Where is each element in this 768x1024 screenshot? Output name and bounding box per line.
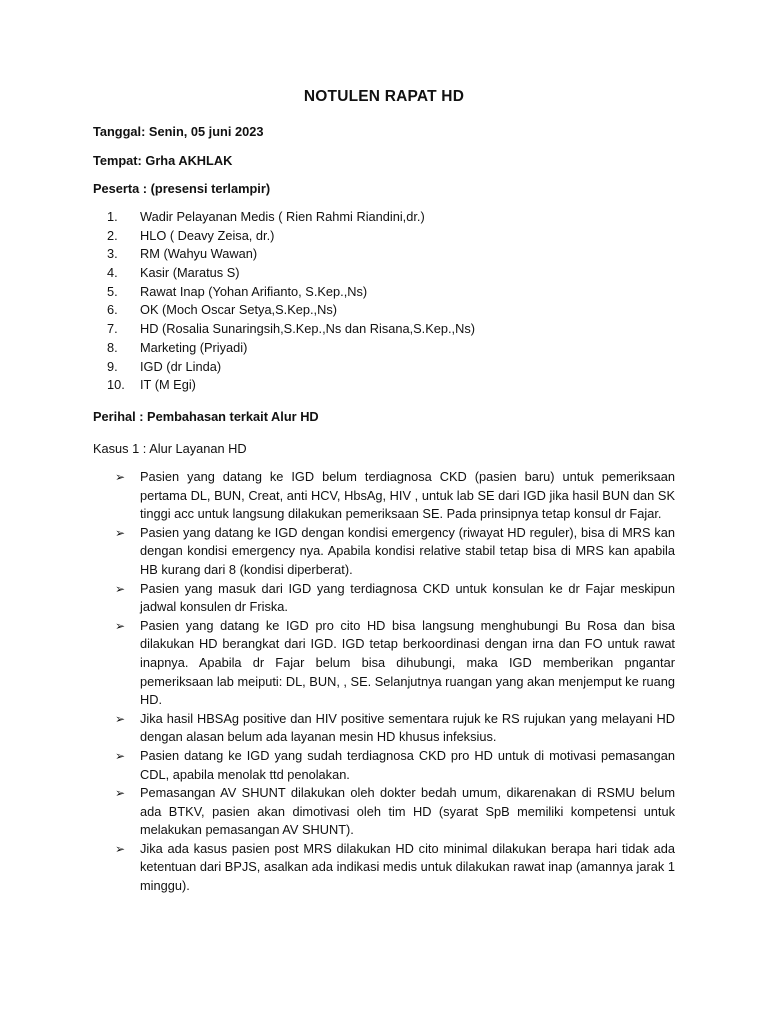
case-bullet-item [115, 617, 675, 710]
case-bullet-item [115, 468, 675, 524]
case-bullet-text: Jika ada kasus pasien post MRS dilakukan HD cito minimal dilakukan berapa hari tidak ada ketentuan dari BPJS, asalkan ada indikasi medis untuk dilakukan rawat inap (amannya jarak 1 minggu). [140, 840, 675, 894]
participant-item [107, 227, 475, 246]
participant-number: 8. [107, 339, 118, 355]
case-bullet-item [115, 840, 675, 896]
case-bullet-item [115, 524, 675, 580]
document-title: NOTULEN RAPAT HD [303, 88, 465, 105]
participants-heading: Peserta : (presensi terlampir) [93, 181, 271, 196]
arrow-bullet-icon: ➢ [115, 525, 126, 540]
case-bullet-item [115, 710, 675, 747]
participant-text: RM (Wahyu Wawan) [140, 246, 258, 262]
participant-number: 10. [107, 377, 125, 393]
case-bullet-text: Pemasangan AV SHUNT dilakukan oleh dokter bedah umum, dikarenakan di RSMU belum ada BTKV, pasien akan dimotivasi oleh tim HD (syarat SpB memiliki kompetensi untuk melakukan pemasangan AV SHUNT). [140, 785, 675, 838]
case-bullet-item [115, 747, 675, 784]
participant-item [107, 264, 475, 283]
participant-item [107, 245, 475, 264]
arrow-bullet-icon: ➢ [115, 581, 126, 596]
participant-text: Rawat Inap (Yohan Arifianto, S.Kep.,Ns) [140, 283, 368, 299]
participant-text: HLO ( Deavy Zeisa, dr.) [140, 227, 275, 243]
participant-number: 5. [107, 283, 118, 299]
case-bullet-text: Pasien yang datang ke IGD dengan kondisi emergency (riwayat HD reguler), bisa di MRS kan dengan kondisi emergency nya. Apabila kondisi relative stabil tetap bisa di MRS kan apabila HB kurang dari 8 (kondisi diperberat). [140, 524, 675, 577]
participant-text: OK (Moch Oscar Setya,S.Kep.,Ns) [140, 302, 337, 318]
case-heading: Kasus 1 : Alur Layanan HD [93, 441, 247, 456]
participant-item [107, 358, 475, 377]
case-bullet-item [115, 784, 675, 840]
participant-number: 2. [107, 227, 118, 243]
participant-item [107, 301, 475, 320]
case-bullet-list [115, 468, 675, 896]
arrow-bullet-icon: ➢ [115, 618, 126, 633]
participant-text: Kasir (Maratus S) [140, 265, 240, 281]
participants-list [107, 208, 475, 395]
arrow-bullet-icon: ➢ [115, 470, 126, 484]
arrow-bullet-icon: ➢ [115, 748, 126, 763]
participant-item [107, 320, 475, 339]
participant-number: 9. [107, 358, 118, 374]
participant-item [107, 376, 475, 395]
participant-item [107, 283, 475, 302]
participant-number: 1. [107, 209, 118, 224]
participant-text: IT (M Egi) [140, 377, 196, 393]
arrow-bullet-icon: ➢ [115, 786, 126, 801]
participant-number: 6. [107, 302, 118, 318]
subject-heading: Perihal : Pembahasan terkait Alur HD [93, 409, 319, 424]
participant-number: 3. [107, 246, 118, 262]
case-bullet-text: Pasien yang datang ke IGD pro cito HD bisa langsung menghubungi Bu Rosa dan bisa dilakukan HD berangkat dari IGD. IGD tetap berkoordinasi dengan irna dan FO untuk rawat inapnya. Apabila dr Fajar belum bisa dihubungi, maka IGD memberikan pngantar pemeriksaan lab meiputi: DL, BUN, , SE. Selanjutnya ruangan yang akan menjemput ke ruang HD. [140, 617, 675, 708]
case-bullet-text: Pasien yang masuk dari IGD yang terdiagnosa CKD untuk konsulan ke dr Fajar meskipun jadwal konsulen dr Friska. [140, 580, 675, 615]
participant-text: Wadir Pelayanan Medis ( Rien Rahmi Riandini,dr.) [140, 209, 425, 224]
meeting-date: Tanggal: Senin, 05 juni 2023 [93, 124, 264, 139]
participant-text: Marketing (Priyadi) [140, 339, 248, 355]
meeting-place: Tempat: Grha AKHLAK [93, 153, 233, 168]
participant-text: HD (Rosalia Sunaringsih,S.Kep.,Ns dan Risana,S.Kep.,Ns) [140, 321, 476, 337]
participant-item [107, 208, 475, 227]
participant-item [107, 339, 475, 358]
case-bullet-text: Pasien yang datang ke IGD belum terdiagnosa CKD (pasien baru) untuk pemeriksaan pertama DL, BUN, Creat, anti HCV, HbsAg, HIV , untuk lab SE dari IGD jika hasil BUN dan SK tinggi acc untuk langsung dilakukan pemeriksaan SE. Pada prinsipnya tetap konsul dr Fajar. [140, 469, 675, 522]
case-bullet-text: Pasien datang ke IGD yang sudah terdiagnosa CKD pro HD untuk di motivasi pemasangan CDL, apabila menolak ttd penolakan. [140, 747, 675, 782]
arrow-bullet-icon: ➢ [115, 841, 126, 856]
case-bullet-text: Jika hasil HBSAg positive dan HIV positive sementara rujuk ke RS rujukan yang melayani HD dengan alasan belum ada layanan mesin HD khusus infeksius. [140, 710, 675, 745]
arrow-bullet-icon: ➢ [115, 711, 126, 726]
participant-number: 7. [107, 321, 118, 337]
case-bullet-item [115, 580, 675, 617]
participant-number: 4. [107, 265, 118, 281]
participant-text: IGD (dr Linda) [140, 358, 222, 374]
